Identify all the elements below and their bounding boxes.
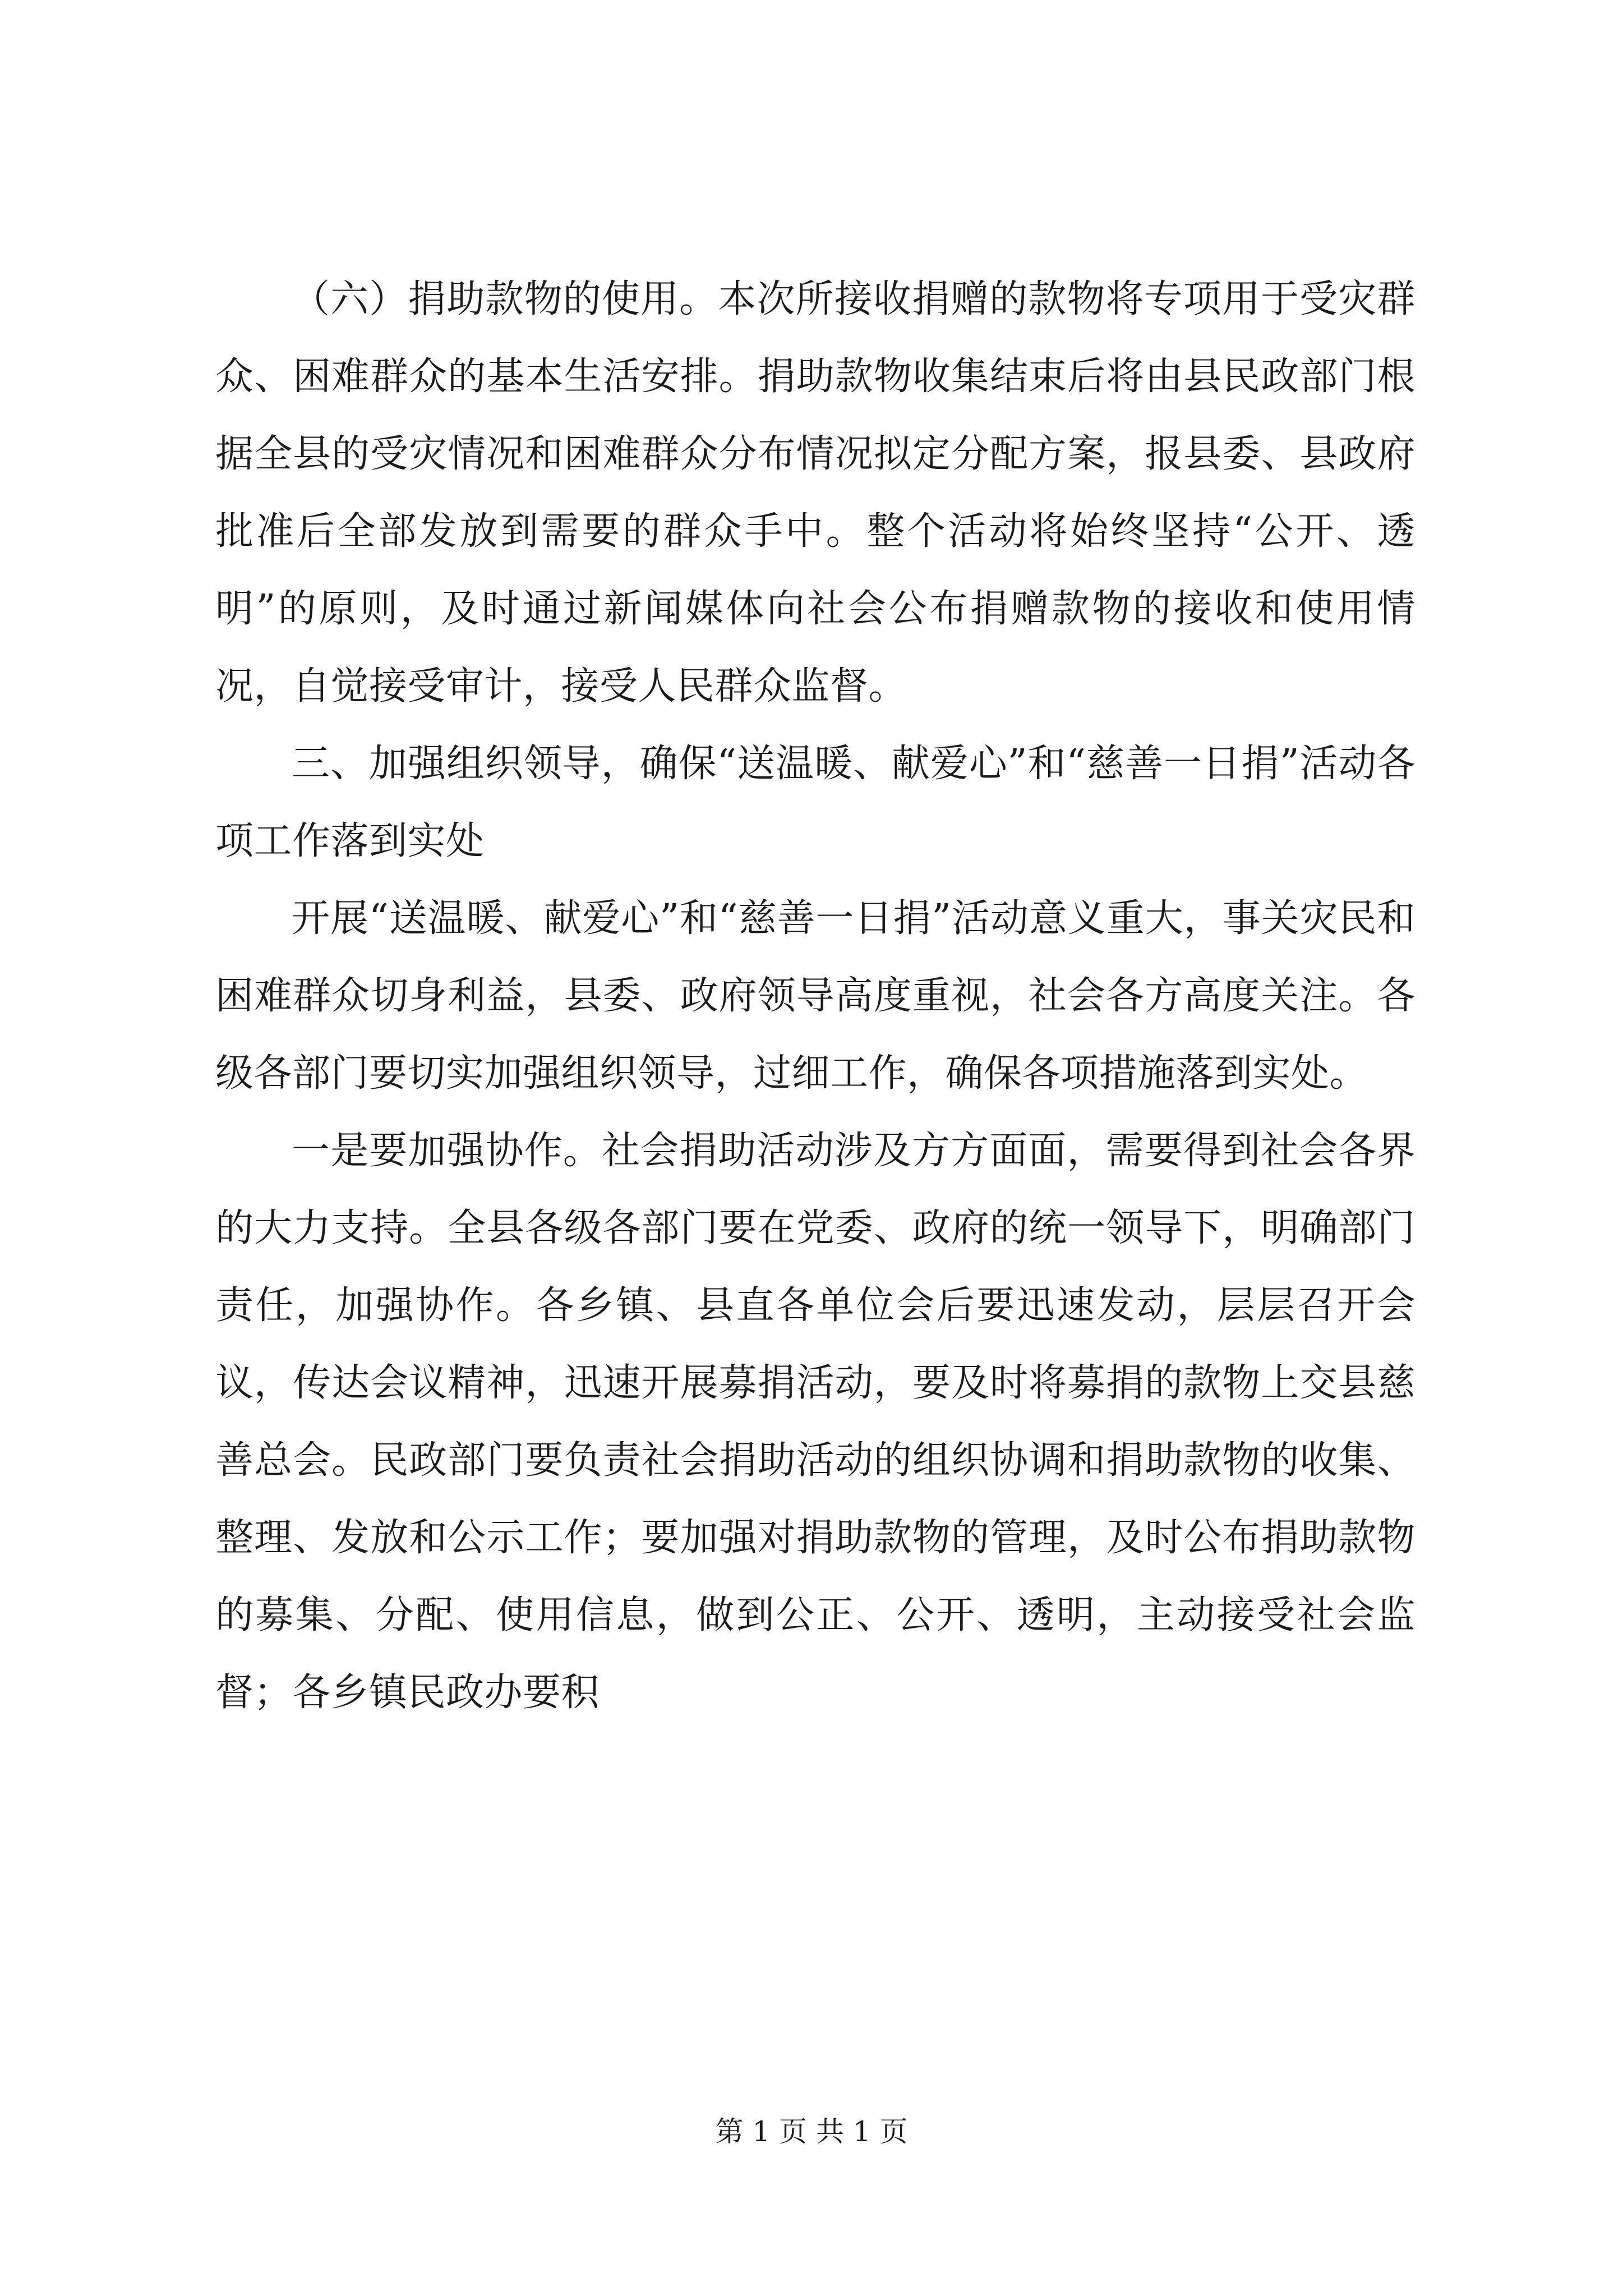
paragraph-donation-usage: （六）捐助款物的使用。本次所接收捐赠的款物将专项用于受灾群众、困难群众的基本生活安排。捐助款物收集结束后将由县民政部门根据全县的受灾情况和困难群众分布情况拟定分配方案，报县委、县政府批准后全部发放到需要的群众手中。整个活动将始终坚持“公开、透明”的原则，及时通过新闻媒体向社会公布捐赠款物的接收和使用情况，自觉接受审计，接受人民群众监督。 bbox=[215, 277, 1415, 708]
page-footer: 第 1 页 共 1 页 bbox=[715, 2115, 908, 2148]
paragraph-significance: 开展“送温暖、献爱心”和“慈善一日捐”活动意义重大，事关灾民和困难群众切身利益，县委、政府领导高度重视，社会各方高度关注。各级各部门要切实加强组织领导，过细工作，确保各项措施落到实处。 bbox=[215, 896, 1415, 1096]
section-heading-organization: 三、加强组织领导，确保“送温暖、献爱心”和“慈善一日捐”活动各项工作落到实处 bbox=[215, 742, 1415, 863]
document-body bbox=[215, 261, 1415, 1732]
paragraph-cooperation: 一是要加强协作。社会捐助活动涉及方方面面，需要得到社会各界的大力支持。全县各级各部门要在党委、政府的统一领导下，明确部门责任，加强协作。各乡镇、县直各单位会后要迅速发动，层层召开会议，传达会议精神，迅速开展募捐活动，要及时将募捐的款物上交县慈善总会。民政部门要负责社会捐助活动的组织协调和捐助款物的收集、整理、发放和公示工作；要加强对捐助款物的管理，及时公布捐助款物的募集、分配、使用信息，做到公正、公开、透明，主动接受社会监督；各乡镇民政办要积 bbox=[215, 1129, 1415, 1715]
